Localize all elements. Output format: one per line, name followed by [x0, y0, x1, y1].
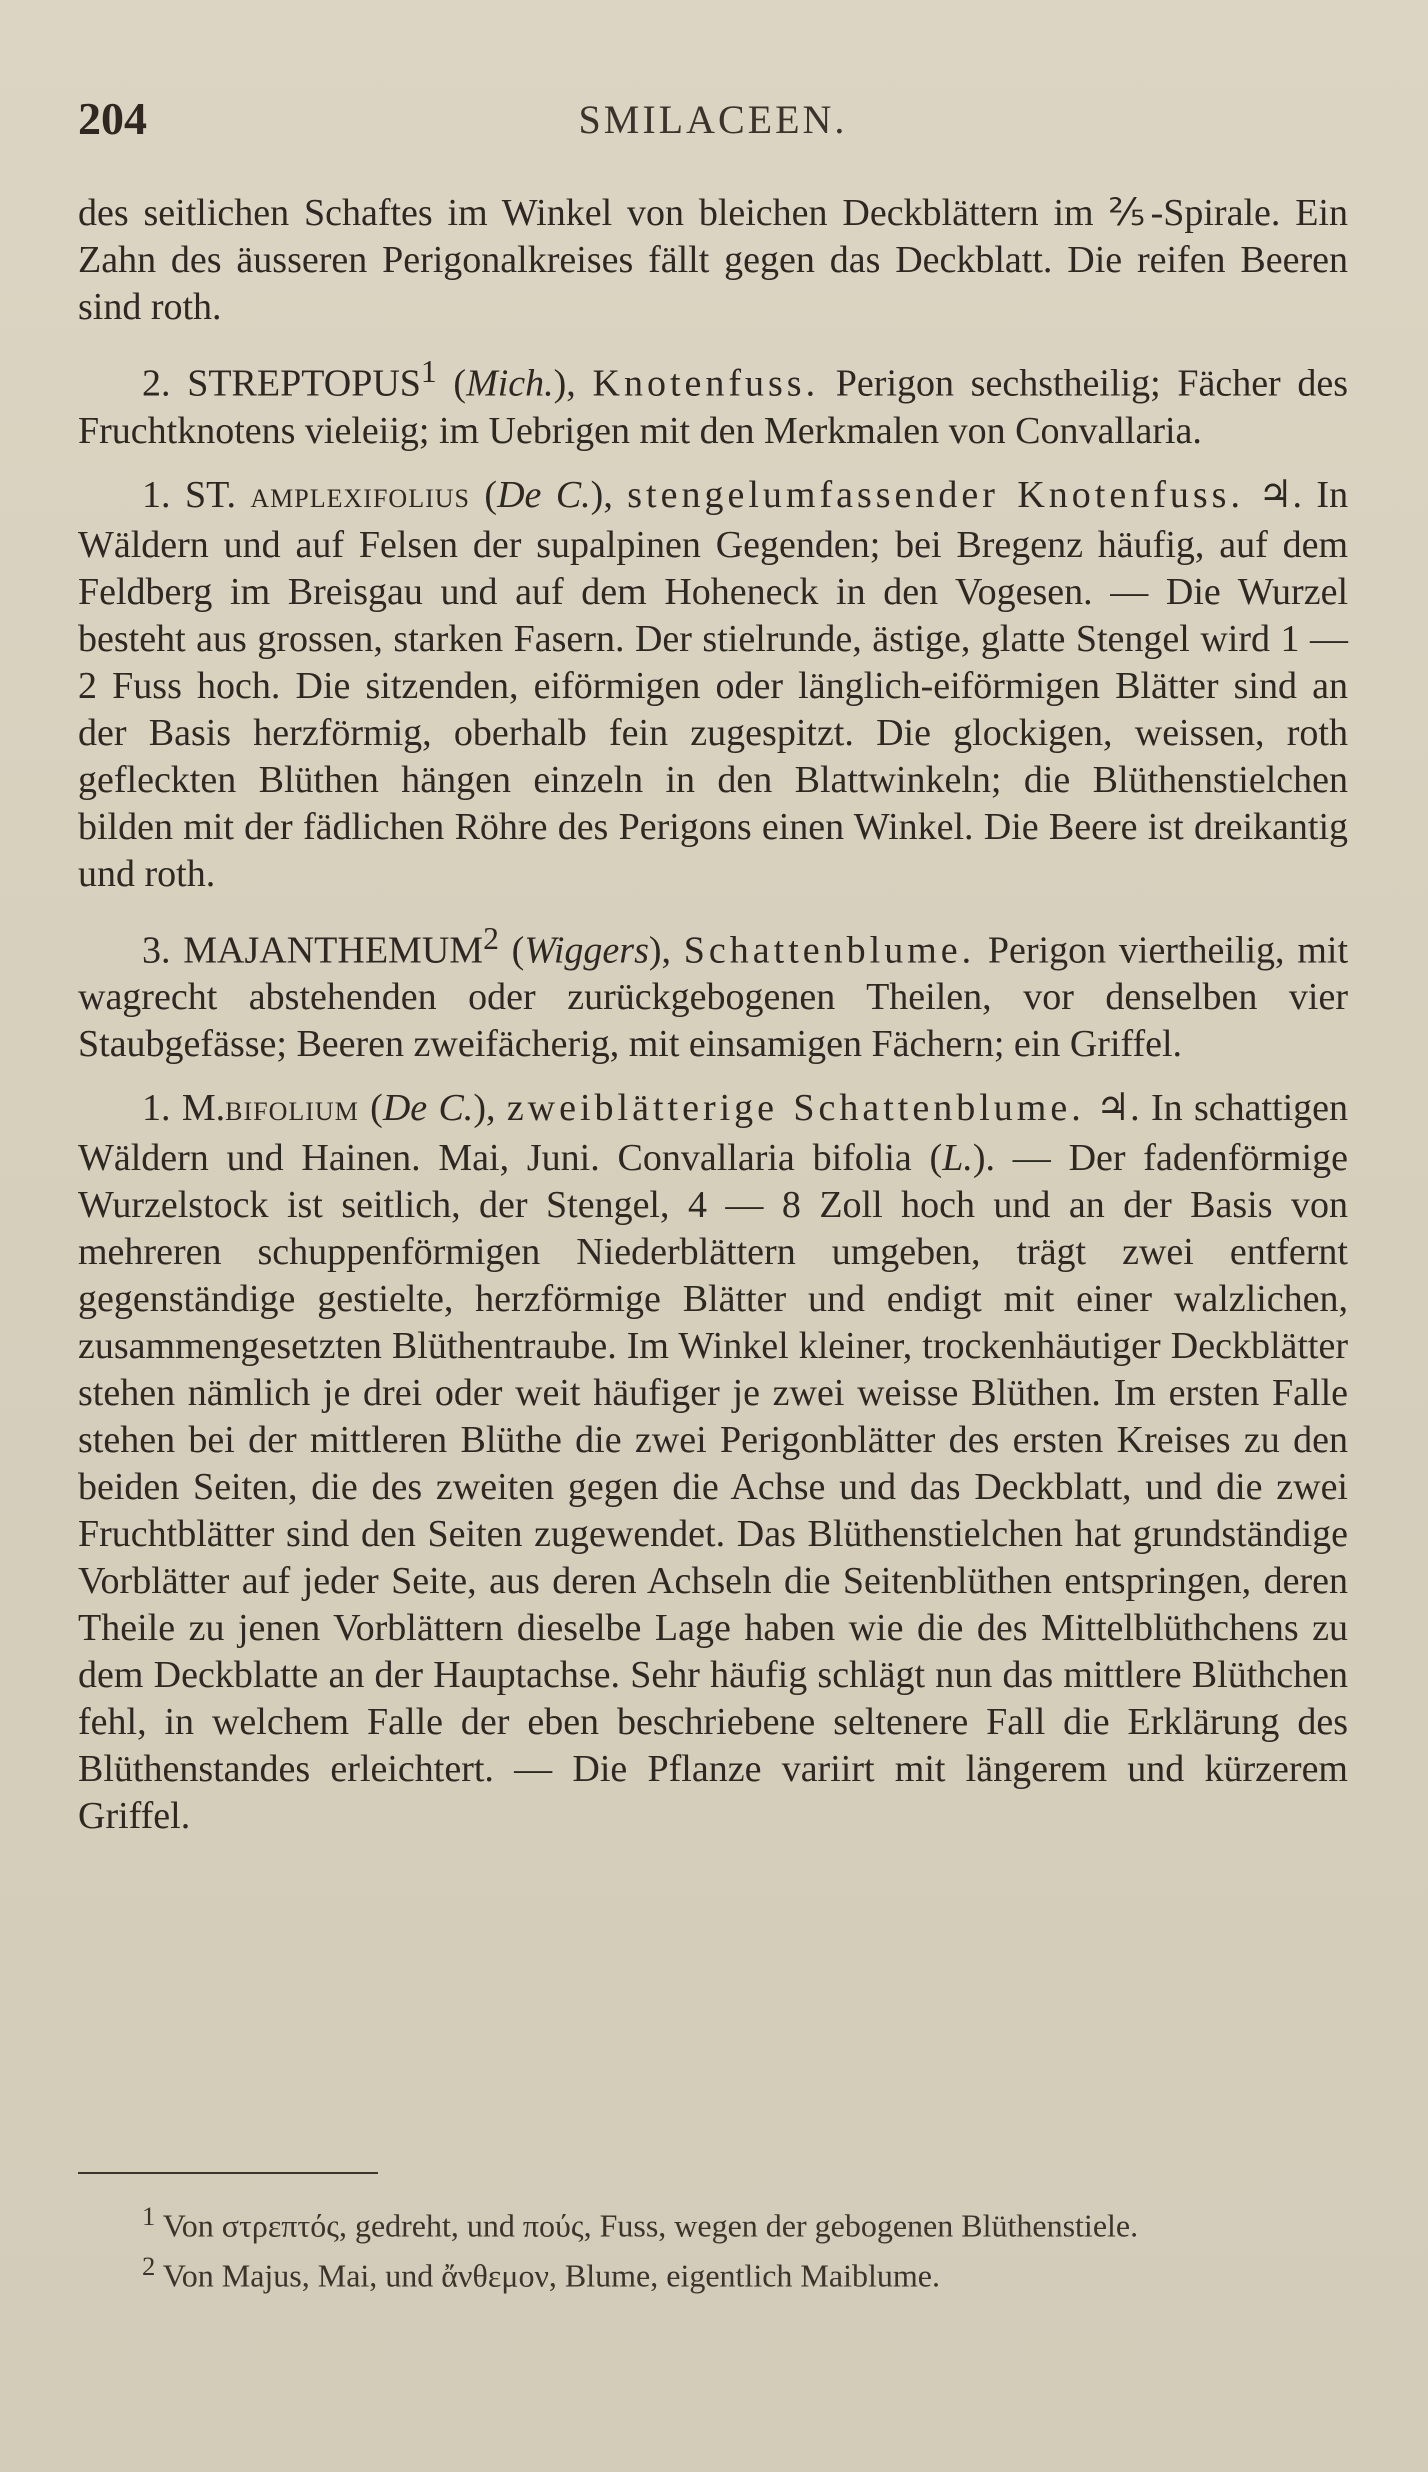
- species-description-part-a: In schattigen Wäldern und Hainen. Mai, Juni. Convallaria bifolia (: [78, 1087, 1349, 1180]
- genus-abbreviation: ST.: [184, 473, 236, 516]
- footnote-text: Von στρεπτός, gedreht, und πούς, Fuss, wegen der gebogenen Blüthenstiele.: [162, 2207, 1139, 2244]
- species-bifolium-paragraph: 1. M.BIFOLIUM (De C.), zweiblätterige Schattenblume. ♃. In schattigen Wäldern und Hainen. Mai, Juni. Convallaria bifolia (L.). — Der fadenförmige Wurzelstock ist seitlich, der Stengel, 4 — 8 Zoll hoch und an der Basis von mehreren schuppenförmigen Niederblättern umgeben, trägt zwei entfernt gegenständige gestielte, herzförmige Blätter und endigt mit einer walzlichen, zusammengesetzten Blüthentraube. Im Winkel kleiner, trockenhäutiger Deckblätter stehen nämlich je drei oder weit häufiger je zwei weisse Blüthen. Im ersten Falle stehen bei der mittleren Blüthe die zwei Perigonblätter des ersten Kreises zu den beiden Seiten, die des zweiten gegen die Achse und das Deckblatt, und die zwei Fruchtblätter sind den Seiten zugewendet. Das Blüthenstielchen hat grundständige Vorblätter auf jeder Seite, aus deren Achseln die Seitenblüthen entspringen, deren Theile zu jenen Vorblättern dieselbe Lage haben wie die des Mittelblüthchens zu dem Deckblatte an der Hauptachse. Sehr häufig schlägt nun das mittlere Blüthchen fehl, in welchem Falle der eben beschriebene seltenere Fall die Erklärung des Blüthenstandes erleichtert. — Die Pflanze variirt mit längerem und kürzerem Griffel.: [78, 1087, 1349, 1838]
- footnote-1: [78, 2196, 1348, 2246]
- footnote-text: Von Majus, Mai, und ἄνθεμον, Blume, eigentlich Maiblume.: [162, 2257, 940, 2294]
- genus-name: STREPTOPUS: [187, 362, 421, 405]
- species-number: 1.: [142, 1087, 171, 1130]
- footnote-marker: 2: [142, 2250, 156, 2281]
- species-amplexifolius-paragraph: 1. ST. AMPLEXIFOLIUS (De C.), stengelumfassender Knotenfuss. ♃. In Wäldern und auf Felsen der supalpinen Gegenden; bei Bregenz häufig, auf dem Feldberg im Breisgau und auf dem Hoheneck in den Vogesen. — Die Wurzel besteht aus grossen, starken Fasern. Der stielrunde, ästige, glatte Stengel wird 1 — 2 Fuss hoch. Die sitzenden, eiförmigen oder länglich-eiförmigen Blätter sind an der Basis herzförmig, oberhalb fein zugespitzt. Die glockigen, weissen, roth gefleckten Blüthen hängen einzeln in den Blattwinkeln; die Blüthenstielchen bilden mit der fädlichen Röhre des Perigons einen Winkel. Die Beere ist dreikantig und roth.: [78, 473, 1349, 895]
- footnote-marker: 1: [142, 2201, 156, 2231]
- genus-number: 3.: [142, 929, 171, 972]
- footnotes: [78, 2196, 1348, 2295]
- perennial-symbol: ♃.: [1096, 1087, 1140, 1130]
- genus-streptopus-paragraph: 2. STREPTOPUS$^1$ (Mich.), Knotenfuss. Perigon sechstheilig; Fächer des Fruchtknotens vieleiig; im Uebrigen mit den Merkmalen von Convallaria.: [78, 354, 1349, 452]
- authority: De C.: [382, 1087, 474, 1130]
- perennial-symbol: ♃.: [1258, 473, 1302, 516]
- species-description-part-b: ). — Der fadenförmige Wurzelstock ist seitlich, der Stengel, 4 — 8 Zoll hoch und an der Basis von mehreren schuppenförmigen Niederblättern umgeben, trägt zwei entfernt gegenständige gestielte, herzförmige Blätter und endigt mit einer walzlichen, zusammengesetzten Blüthentraube. Im Winkel kleiner, trockenhäutiger Deckblätter stehen nämlich je drei oder weit häufiger je zwei weisse Blüthen. Im ersten Falle stehen bei der mittleren Blüthe die zwei Perigonblätter des ersten Kreises zu den beiden Seiten, die des zweiten gegen die Achse und das Deckblatt, und die zwei Fruchtblätter sind den Seiten zugewendet. Das Blüthenstielchen hat grundständige Vorblätter auf jeder Seite, aus deren Achseln die Seitenblüthen entspringen, deren Theile zu jenen Vorblättern dieselbe Lage haben wie die des Mittelblüthchens zu dem Deckblatte an der Hauptachse. Sehr häufig schlägt nun das mittlere Blüthchen fehl, in welchem Falle der eben beschriebene seltenere Fall die Erklärung des Blüthenstandes erleichtert. — Die Pflanze variirt mit längerem und kürzerem Griffel.: [78, 1137, 1348, 1838]
- species-description: In Wäldern und auf Felsen der supalpinen Gegenden; bei Bregenz häufig, auf dem Feldberg im Breisgau und auf dem Hoheneck in den Vogesen. — Die Wurzel besteht aus grossen, starken Fasern. Der stielrunde, ästige, glatte Stengel wird 1 — 2 Fuss hoch. Die sitzenden, eiförmigen oder länglich-eiförmigen Blätter sind an der Basis herzförmig, oberhalb fein zugespitzt. Die glockigen, weissen, roth gefleckten Blüthen hängen einzeln in den Blattwinkeln; die Blüthenstielchen bilden mit der fädlichen Röhre des Perigons einen Winkel. Die Beere ist dreikantig und roth.: [78, 473, 1349, 895]
- vernacular-name: Schattenblume.: [683, 929, 976, 972]
- page-header: [78, 92, 1348, 152]
- authority: De C.: [497, 473, 591, 516]
- authority: Wiggers: [524, 929, 649, 972]
- synonym-authority: L.: [942, 1137, 973, 1180]
- intro-paragraph: des seitlichen Schaftes im Winkel von bleichen Deckblättern im ⅖-Spirale. Ein Zahn des äusseren Perigonalkreises fällt gegen das Deckblatt. Die reifen Beeren sind roth.: [78, 192, 1348, 328]
- genus-name: MAJANTHEMUM: [183, 929, 484, 972]
- genus-majanthemum-paragraph: 3. MAJANTHEMUM$^2$ (Wiggers), Schattenblume. Perigon viertheilig, mit wagrecht abstehenden oder zurückgebogenen Theilen, vor denselben vier Staubgefässe; Beeren zweifächerig, mit einsamigen Fächern; ein Griffel.: [78, 920, 1348, 1066]
- footnote-ref: 1: [420, 354, 437, 389]
- species-name: BIFOLIUM: [225, 1097, 359, 1127]
- vernacular-name: stengelumfassender Knotenfuss.: [627, 473, 1244, 516]
- vernacular-name: Knotenfuss.: [592, 362, 820, 405]
- vernacular-name: zweiblätterige Schattenblume.: [506, 1087, 1085, 1130]
- footnote-divider: [78, 2172, 378, 2174]
- footnote-2: [78, 2246, 1348, 2296]
- page-number: 204: [78, 93, 147, 144]
- species-number: 1.: [142, 473, 171, 516]
- page-body: [78, 190, 1348, 1857]
- genus-abbreviation: M.: [181, 1087, 226, 1130]
- species-name: AMPLEXIFOLIUS: [250, 483, 470, 513]
- genus-number: 2.: [142, 362, 171, 405]
- authority: Mich.: [466, 362, 554, 405]
- genus-description: Perigon viertheilig, mit wagrecht abstehenden oder zurückgebogenen Theilen, vor denselben vier Staubgefässe; Beeren zweifächerig, mit einsamigen Fächern; ein Griffel.: [78, 929, 1348, 1066]
- footnote-ref: 2: [483, 920, 499, 956]
- running-title: SMILACEEN.: [578, 97, 848, 142]
- genus-description: Perigon sechstheilig; Fächer des Fruchtknotens vieleiig; im Uebrigen mit den Merkmalen von Convallaria.: [78, 362, 1349, 452]
